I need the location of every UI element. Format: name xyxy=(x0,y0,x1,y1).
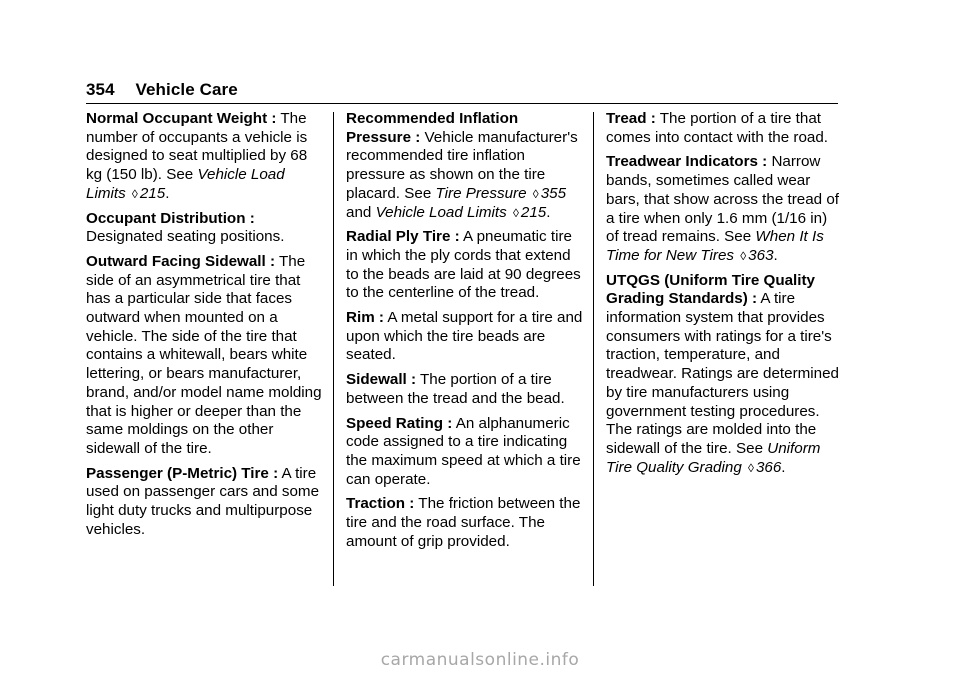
glossary-term: UTQGS (Uniform Tire Quality Grading Standards) : xyxy=(606,271,815,308)
glossary-term: Tread : xyxy=(606,110,656,127)
definition-text: Designated seating positions. xyxy=(86,228,285,246)
page-reference-arrow-icon: ◊ xyxy=(131,186,138,201)
glossary-term: Passenger (P-Metric) Tire : xyxy=(86,464,279,482)
glossary-entry xyxy=(86,253,324,459)
definition-text xyxy=(126,185,130,202)
definition-text: The side of an asymmetrical tire that has a particular side that faces outward when mounted on a vehicle. The side of the tire that contains a whitewall, bears white lettering, or bears manufacturer, brand, and/or model name molding that is higher or deeper than the same moldings on the other sidewall of the tire. xyxy=(86,252,322,457)
definition-text: A tire used on passenger cars and some light duty trucks and multipurpose vehicles. xyxy=(86,464,320,538)
definition-text xyxy=(742,459,746,476)
definition-text: The portion of a tire between the tread and the bead. xyxy=(346,371,565,407)
cross-reference-link[interactable]: Uniform Tire Quality Grading xyxy=(606,439,821,476)
definition-text: The portion of a tire that comes into contact with the road. xyxy=(606,110,829,146)
section-title: Vehicle Care xyxy=(135,80,238,99)
cross-reference-link[interactable]: 363 xyxy=(748,246,774,264)
glossary-entry xyxy=(346,495,584,551)
column-divider-1 xyxy=(333,112,334,586)
cross-reference-link[interactable]: When It Is Time for New Tires xyxy=(606,228,824,264)
glossary-entry xyxy=(346,371,584,408)
glossary-term: Occupant Distribution : xyxy=(86,209,255,227)
header-rule xyxy=(86,103,838,104)
definition-text: . xyxy=(773,246,778,264)
definition-text: A tire information system that provides consumers with ratings for a tire's traction, temperature, and treadwear. Ratings are determined by tire manufacturers using government testing procedures. The ratings are molded into the sidewall of the tire. See xyxy=(606,290,840,457)
glossary-entry xyxy=(86,210,324,247)
column-3 xyxy=(606,110,844,483)
glossary-entry xyxy=(346,228,584,303)
page-reference-arrow-icon: ◊ xyxy=(532,186,539,201)
page-number: 354 xyxy=(86,80,115,99)
definition-text: . xyxy=(546,203,551,221)
definition-text: Narrow bands, sometimes called wear bars, that show across the tread of a tire when only 1.6 mm (1/16 in) of tread remains. See xyxy=(606,153,839,246)
glossary-term: Recommended Inflation Pressure : xyxy=(346,110,519,146)
cross-reference-link[interactable]: 366 xyxy=(755,458,782,476)
glossary-term: Sidewall : xyxy=(346,371,417,389)
cross-reference-link[interactable]: Vehicle Load Limits xyxy=(86,166,285,202)
definition-text xyxy=(507,204,511,221)
page-reference-arrow-icon: ◊ xyxy=(512,205,519,220)
glossary-term: Radial Ply Tire : xyxy=(346,228,460,246)
column-1 xyxy=(86,110,324,545)
column-divider-2 xyxy=(593,112,594,586)
glossary-entry xyxy=(346,415,584,490)
glossary-term: Normal Occupant Weight : xyxy=(86,110,277,127)
definition-text: The friction between the tire and the road surface. The amount of grip provided. xyxy=(346,495,581,550)
glossary-entry xyxy=(86,465,324,540)
cross-reference-link[interactable]: 215 xyxy=(139,184,166,202)
glossary-term: Treadwear Indicators : xyxy=(606,153,768,171)
glossary-term: Speed Rating : xyxy=(346,414,453,432)
glossary-term: Traction : xyxy=(346,495,415,513)
definition-text: . xyxy=(165,184,170,202)
glossary-entry xyxy=(606,153,844,265)
definition-text xyxy=(527,185,531,202)
definition-text: The number of occupants a vehicle is designed to seat multiplied by 68 kg (150 lb). See xyxy=(86,110,308,184)
cross-reference-link[interactable]: 355 xyxy=(540,184,567,202)
cross-reference-link[interactable]: 215 xyxy=(520,203,547,221)
glossary-term: Rim : xyxy=(346,309,384,327)
cross-reference-link[interactable]: Tire Pressure xyxy=(435,184,527,202)
definition-text: A pneumatic tire in which the ply cords that extend to the beads are laid at 90 degrees to the centerline of the tread. xyxy=(346,228,581,302)
definition-text: . xyxy=(781,458,786,476)
definition-text xyxy=(734,247,738,264)
glossary-entry xyxy=(86,110,324,204)
cross-reference-link[interactable]: Vehicle Load Limits xyxy=(375,203,507,221)
glossary-term: Outward Facing Sidewall : xyxy=(86,252,276,270)
page-reference-arrow-icon: ◊ xyxy=(748,460,754,475)
glossary-entry xyxy=(606,272,844,478)
page-header xyxy=(86,80,238,100)
glossary-entry xyxy=(346,110,584,222)
glossary-entry xyxy=(606,110,844,147)
definition-text: and xyxy=(346,203,376,221)
definition-text: A metal support for a tire and upon which the tire beads are seated. xyxy=(346,309,583,364)
definition-text: An alphanumeric code assigned to a tire indicating the maximum speed at which a tire can operate. xyxy=(346,414,581,488)
glossary-entry xyxy=(346,309,584,365)
page-reference-arrow-icon: ◊ xyxy=(740,248,747,263)
watermark: carmanualsonline.info xyxy=(380,650,580,670)
definition-text: Vehicle manufacturer's recommended tire inflation pressure as shown on the tire placard. See xyxy=(346,128,578,202)
column-2 xyxy=(346,110,584,557)
